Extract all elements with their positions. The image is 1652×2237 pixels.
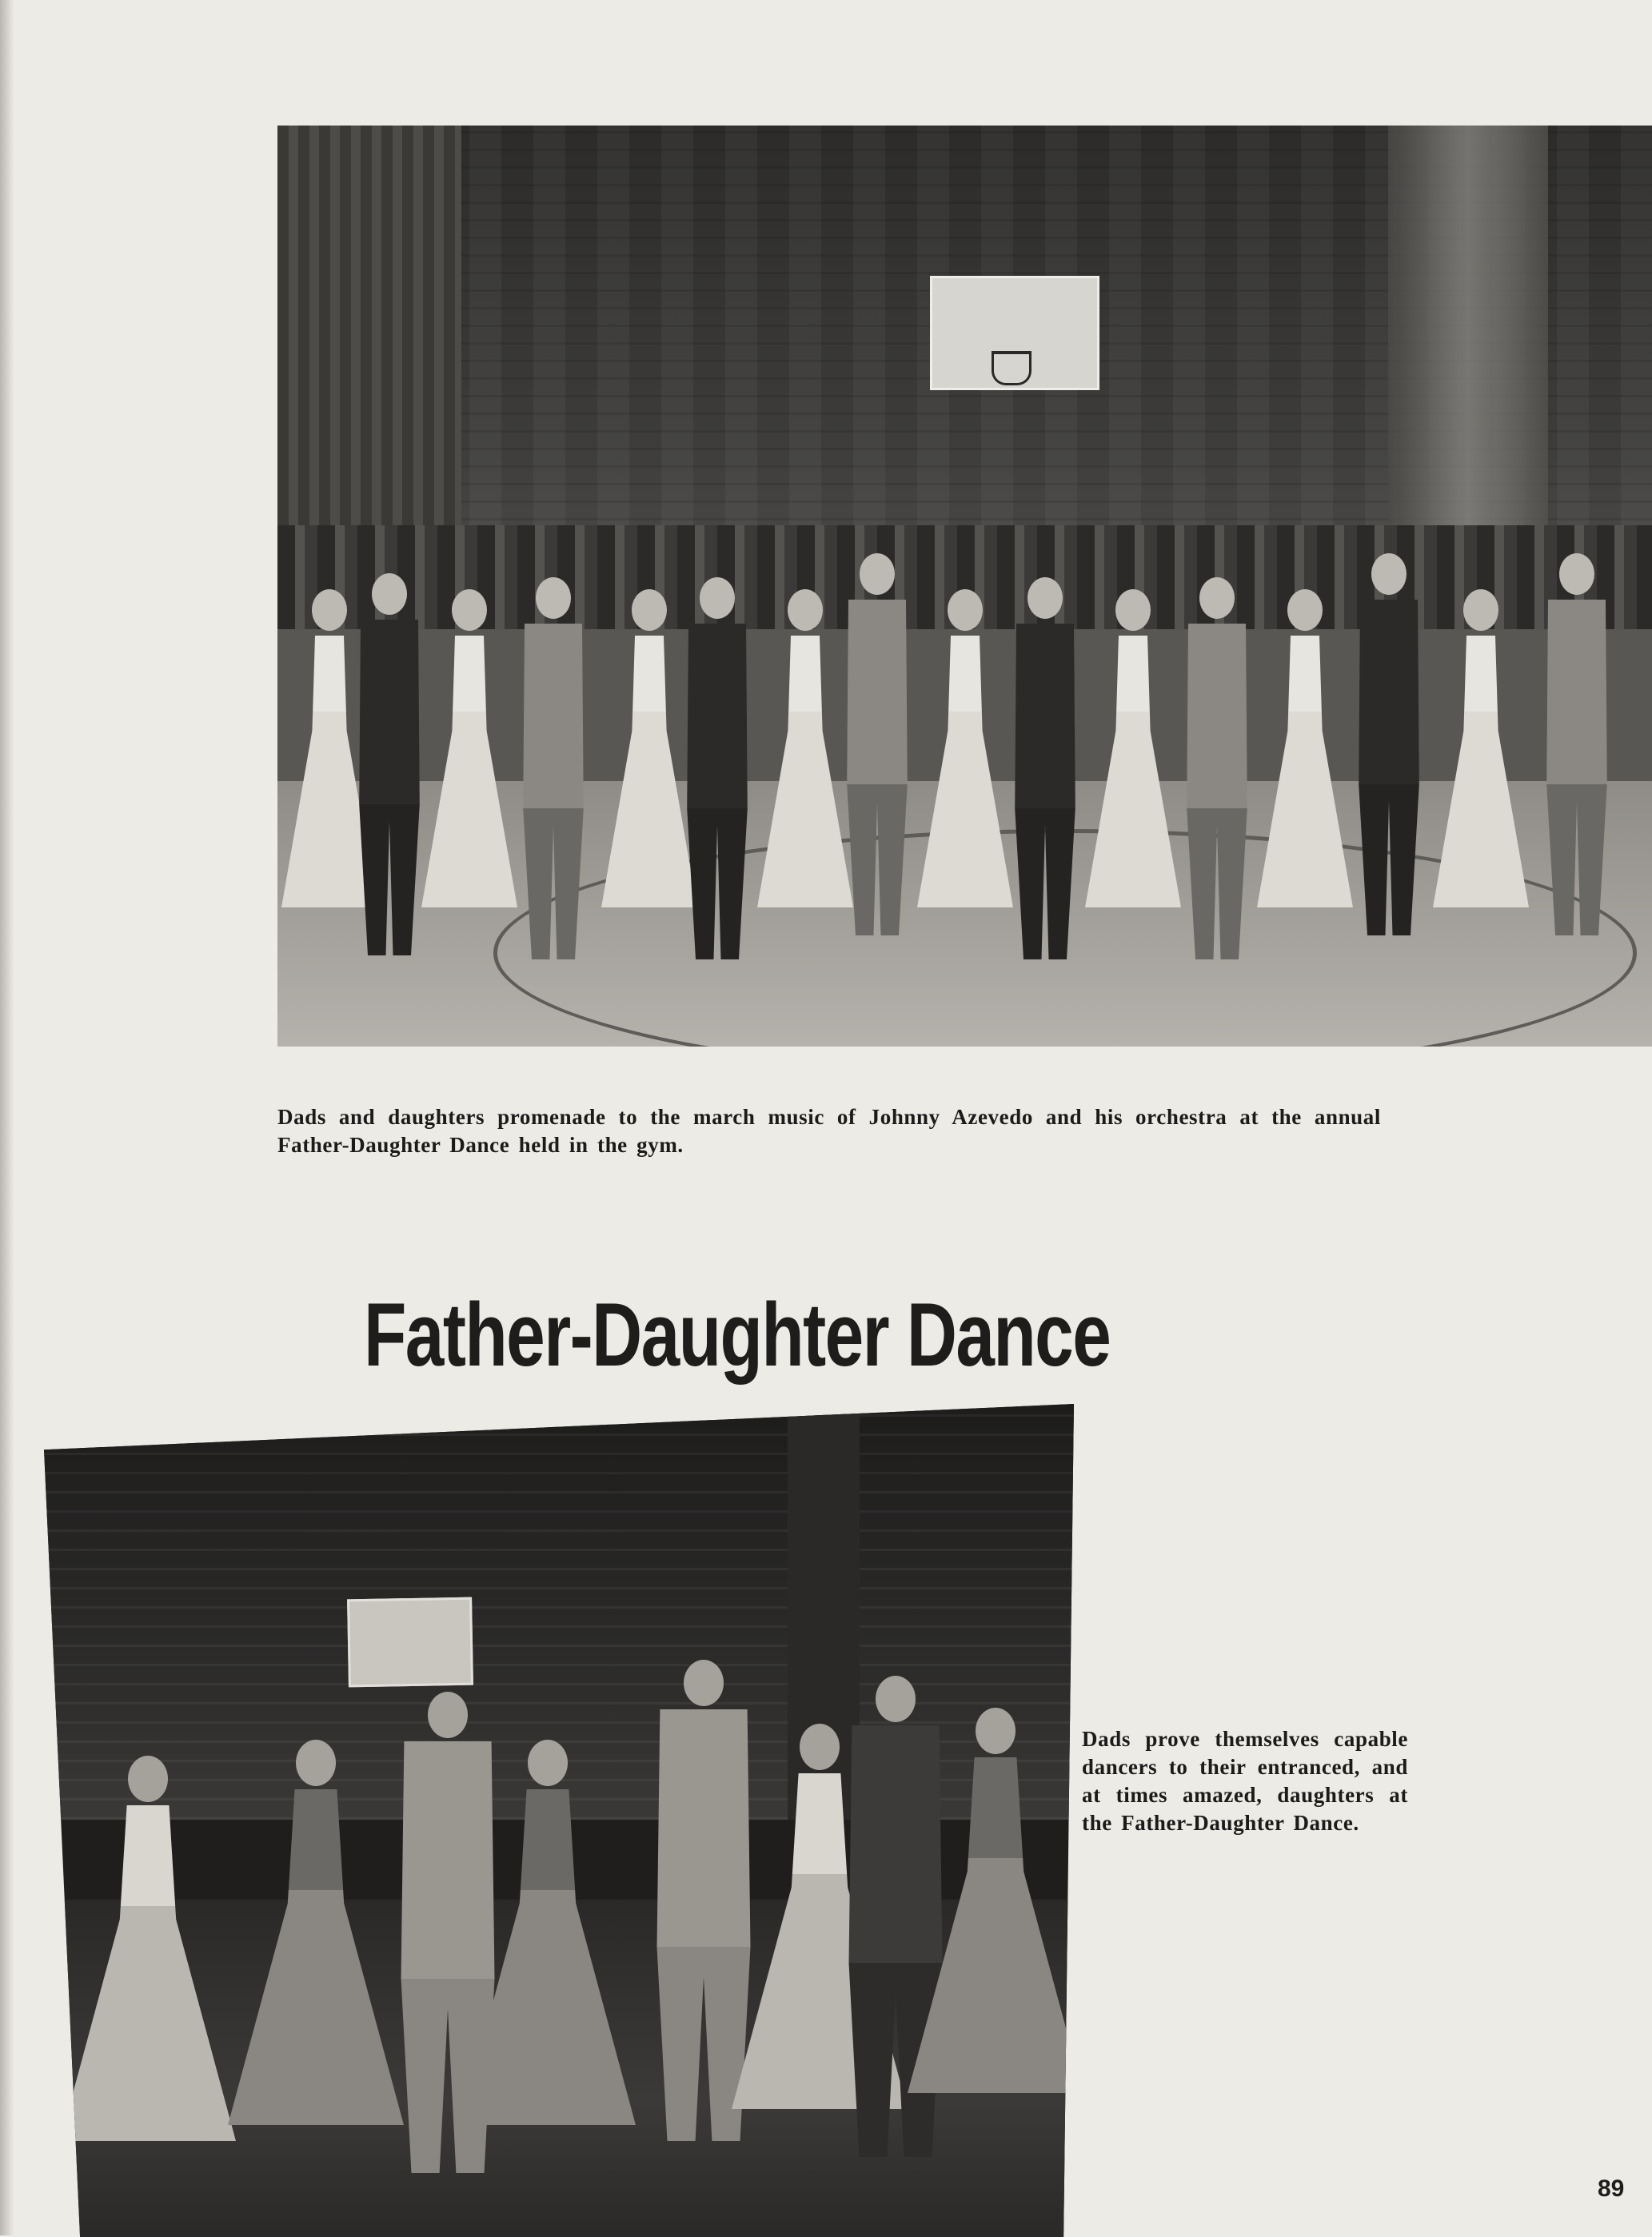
daughter-dancer (908, 1708, 1074, 2093)
dancing-couples-photo (44, 1404, 1074, 2237)
daughter-figure (917, 589, 1013, 907)
basketball-hoop (992, 351, 1032, 385)
promenade-caption: Dads and daughters promenade to the march music of Johnny Azevedo and his orchestra at the annual Father-Daughter Dance held in the gym. (277, 1105, 1381, 1157)
father-figure (841, 553, 913, 935)
daughter-figure (757, 589, 853, 907)
father-figure (681, 577, 753, 959)
daughter-dancer (460, 1740, 636, 2125)
father-figure (1181, 577, 1253, 959)
father-figure (1541, 553, 1613, 935)
daughter-dancer (60, 1756, 236, 2141)
page-binding-edge (0, 0, 14, 2235)
promenade-photo (277, 126, 1652, 1047)
wall-highlight (1388, 126, 1548, 557)
basketball-backboard (347, 1597, 473, 1688)
page-title: Father-Daughter Dance (364, 1285, 1111, 1386)
father-figure (353, 573, 425, 955)
daughter-figure (421, 589, 517, 907)
father-figure (517, 577, 589, 959)
daughter-figure (1257, 589, 1353, 907)
page-number: 89 (1598, 2175, 1625, 2202)
daughter-dancer (228, 1740, 404, 2125)
daughter-figure (1085, 589, 1181, 907)
father-figure (1009, 577, 1081, 959)
stage-curtain (277, 126, 461, 573)
daughter-figure (1433, 589, 1529, 907)
father-figure (1353, 553, 1425, 935)
dancing-caption: Dads prove themselves capable dancers to their entranced, and at times amazed, daughters at the Father-Daughter Dance. (1082, 1727, 1408, 1835)
promenade-line (277, 541, 1652, 957)
